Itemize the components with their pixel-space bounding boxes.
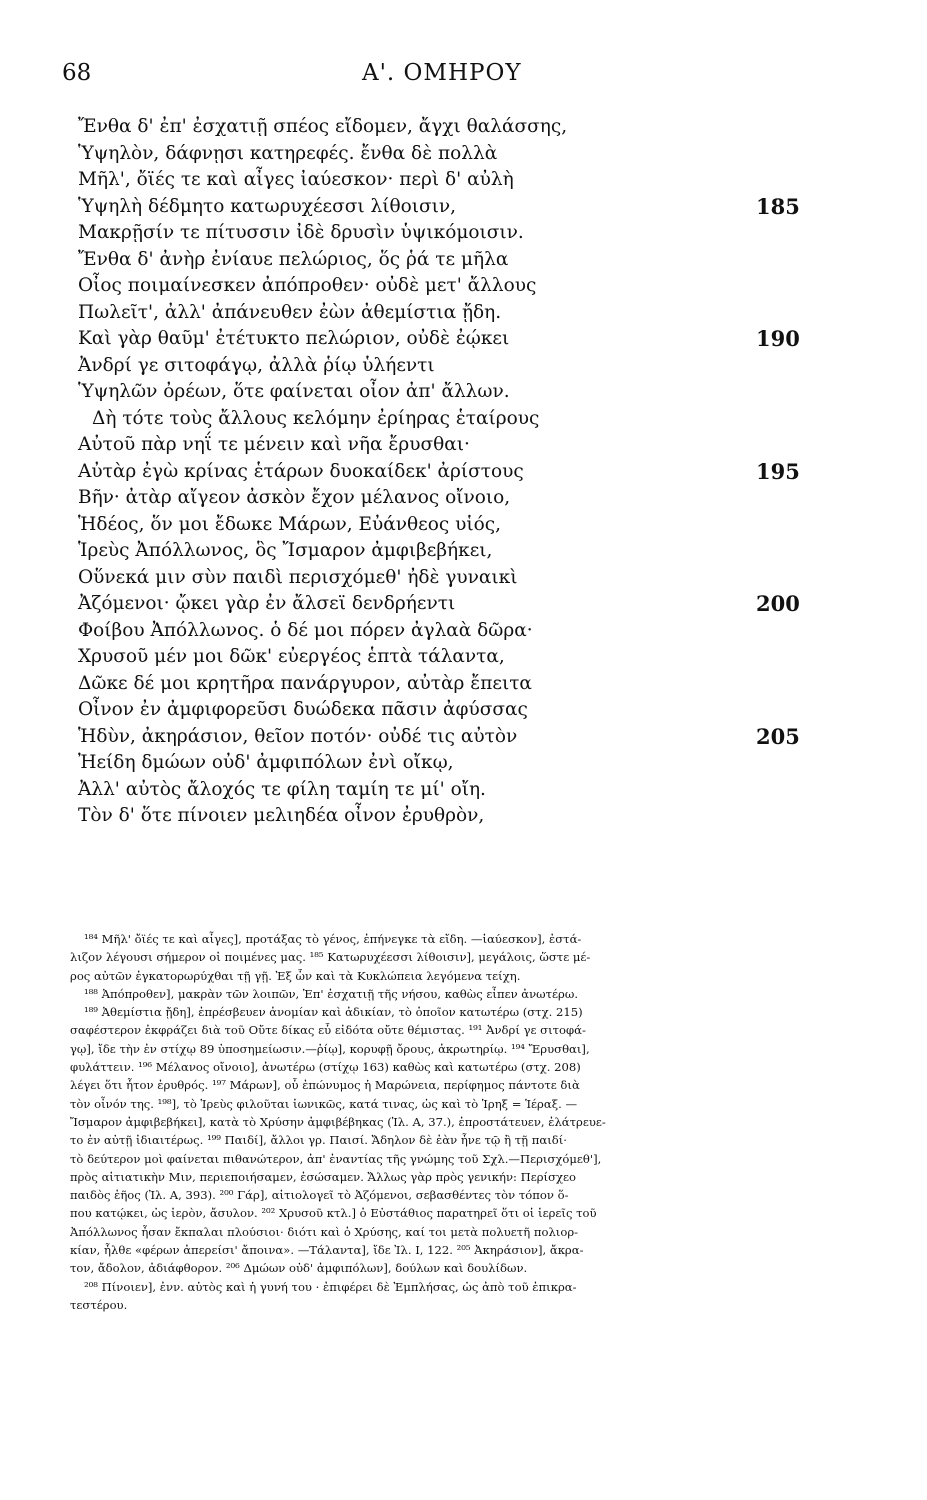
verse-text: Ἱρεὺς Ἀπόλλωνος, ὃς Ἴσμαρον ἀμφιβεβήκει, <box>78 540 493 561</box>
footnote-line: παιδὸς ἑῆος (Ἰλ. Α, 393). ²⁰⁰ Γάρ], αἰτιολογεῖ τὸ Ἀζόμενοι, σεβασθέντες τὸν τόπον ὅ- <box>70 1188 569 1203</box>
verse-line <box>78 353 838 380</box>
verse-line <box>78 379 838 406</box>
verse-line <box>78 485 838 512</box>
footnotes-block <box>70 930 840 1314</box>
verse-text: Αὐτοῦ πὰρ νηΐ τε μένειν καὶ νῆα ἔρυσθαι· <box>78 434 470 455</box>
footnote-line: ¹⁸⁹ Ἀθεμίστια ᾔδη], ἐπρέσβευεν ἀνομίαν καὶ ἀδικίαν, τὸ ὁποῖον κατωτέρω (στχ. 215) <box>84 1005 583 1020</box>
verse-line <box>78 697 838 724</box>
verse-text: Οἶνον ἐν ἀμφιφορεῦσι δυώδεκα πᾶσιν ἀφύσσας <box>78 699 528 720</box>
verse-text: Αὐτὰρ ἐγὼ κρίνας ἑτάρων δυοκαίδεκ' ἀρίστους <box>78 460 524 482</box>
verse-line <box>78 141 838 168</box>
verse-line <box>78 167 838 194</box>
line-number: 205 <box>756 723 800 749</box>
verse-line <box>78 538 838 565</box>
verse-line <box>78 591 838 618</box>
verse-line <box>78 300 838 327</box>
verse-line <box>78 459 838 486</box>
verse-text: Ὑψηλῶν ὀρέων, ὅτε φαίνεται οἶον ἀπ' ἄλλων. <box>78 381 510 402</box>
verse-line <box>78 803 838 830</box>
running-title: Α'. ΟΜΗΡΟΥ <box>362 60 522 86</box>
footnote-line: τεστέρου. <box>70 1297 128 1312</box>
verse-text: Μῆλ', ὄϊές τε καὶ αἶγες ἰαύεσκον· περὶ δ' αὐλὴ <box>78 169 514 190</box>
footnote-line: που κατῴκει, ὡς ἱερὸν, ἄσυλον. ²⁰² Χρυσοῦ κτλ.] ὁ Εὐστάθιος παρατηρεῖ ὅτι οἱ ἱερεῖς τοῦ <box>70 1206 597 1221</box>
verse-text: Δὴ τότε τοὺς ἄλλους κελόμην ἐρίηρας ἑταίρους <box>92 407 540 429</box>
verse-text: Δῶκε δέ μοι κρητῆρα πανάργυρον, αὐτὰρ ἔπειτα <box>78 672 532 694</box>
verse-text: Τὸν δ' ὅτε πίνοιεν μελιηδέα οἶνον ἐρυθρὸν, <box>78 805 485 826</box>
verse-text: Χρυσοῦ μέν μοι δῶκ' εὐεργέος ἑπτὰ τάλαντα, <box>78 646 505 667</box>
footnote-line: ²⁰⁸ Πίνοιεν], ἐνν. αὐτὸς καὶ ἡ γυνή του · ἐπιφέρει δὲ Ἐμπλήσας, ὡς ἀπὸ τοῦ ἐπικρα- <box>84 1279 577 1294</box>
verse-line <box>78 326 838 353</box>
footnote-line: το ἐν αὐτῇ ἰδιαιτέρως. ¹⁹⁹ Παιδί], ἄλλοι γρ. Παισί. Ἄδηλον δὲ ἐὰν ἦνε τῷ ἢ τῇ παιδί· <box>70 1133 567 1148</box>
line-number: 195 <box>756 458 800 484</box>
verse-text: Βῆν· ἀτὰρ αἴγεον ἀσκὸν ἔχον μέλανος οἴνοιο, <box>78 487 511 508</box>
verse-text: Φοίβου Ἀπόλλωνος. ὁ δέ μοι πόρεν ἀγλαὰ δῶρα· <box>78 619 533 641</box>
verse-text: Ἀνδρί γε σιτοφάγῳ, ἀλλὰ ῥίῳ ὑλήεντι <box>78 354 435 376</box>
verse-text: Ἀλλ' αὐτὸς ἄλοχός τε φίλη ταμίη τε μί' οἴη. <box>78 778 486 800</box>
footnote-line: ρος αὐτῶν ἐγκατορωρύχθαι τῇ γῇ. Ἐξ ὧν καὶ τὰ Κυκλώπεια λεγόμενα τείχη. <box>70 968 521 983</box>
footnote-line: λέγει ὅτι ἦτον ἐρυθρός. ¹⁹⁷ Μάρων], οὗ ἐπώνυμος ἡ Μαρώνεια, περίφημος πάντοτε διὰ <box>70 1078 580 1093</box>
footnote-line: ¹⁸⁴ Μῆλ' ὄϊές τε καὶ αἶγες], προτάξας τὸ γένος, ἐπήνεγκε τὰ εἴδη. —ἰαύεσκον], ἐστά- <box>84 932 582 946</box>
verse-text: Ὑψηλὴ δέδμητο κατωρυχέεσσι λίθοισιν, <box>78 195 457 217</box>
verse-text: Ἔνθα δ' ἀνὴρ ἐνίαυε πελώριος, ὅς ῥά τε μῆλα <box>78 248 509 270</box>
verse-line <box>78 618 838 645</box>
page-number: 68 <box>62 60 92 86</box>
verse-text: Ὑψηλὸν, δάφνῃσι κατηρεφές. ἔνθα δὲ πολλὰ <box>78 142 498 164</box>
verse-text: Οἶος ποιμαίνεσκεν ἀπόπροθεν· οὐδὲ μετ' ἄλλους <box>78 275 537 296</box>
footnote-line: τὸν οἶνόν της. ¹⁹⁸], τὸ Ἱρεὺς φιλοῦται ἰωνικῶς, κατά τινας, ὡς καὶ τὸ Ἱρηξ = Ἱέραξ. — <box>70 1096 578 1111</box>
verse-text: Καὶ γὰρ θαῦμ' ἐτέτυκτο πελώριον, οὐδὲ ἐῴκει <box>78 328 510 349</box>
verse-text: Ἔνθα δ' ἐπ' ἐσχατιῇ σπέος εἴδομεν, ἄγχι θαλάσσης, <box>78 116 568 137</box>
line-number: 200 <box>756 591 800 616</box>
verse-line <box>78 273 838 300</box>
verse-line <box>78 644 838 671</box>
verse-line <box>78 777 838 804</box>
line-number: 185 <box>756 193 800 219</box>
verse-line <box>78 565 838 592</box>
verse-text: Ἡδὺν, ἀκηράσιον, θεῖον ποτόν· οὐδέ τις αὐτὸν <box>78 725 518 747</box>
verse-text: Ἡδέος, ὅν μοι ἔδωκε Μάρων, Εὐάνθεος υἱός, <box>78 513 501 535</box>
verse-line <box>78 220 838 247</box>
verse-line <box>78 512 838 539</box>
line-number: 190 <box>756 326 800 351</box>
verse-text: Ἀζόμενοι· ᾤκει γὰρ ἐν ἄλσεϊ δενδρήεντι <box>78 593 456 614</box>
footnote-line: ¹⁸⁸ Ἀπόπροθεν], μακρὰν τῶν λοιπῶν, Ἐπ' ἐσχατιῇ τῆς νήσου, καθὼς εἶπεν ἀνωτέρω. <box>84 986 579 1001</box>
verse-line <box>78 432 838 459</box>
footnote-line: πρὸς αἰτιατικὴν Μιν, περιεποιήσαμεν, ἐσώσαμεν. Ἄλλως γὰρ πρὸς γενικήν: Περίσχεο <box>70 1169 577 1184</box>
verse-block <box>78 114 838 830</box>
footnote-line: κίαν, ἦλθε «φέρων ἀπερείσι' ἄποινα». —Τάλαντα], ἴδε Ἰλ. Ι, 122. ²⁰⁵ Ἀκηράσιον], ἄκρα- <box>70 1243 584 1258</box>
verse-line <box>78 724 838 751</box>
footnote-line: λιζον λέγουσι σήμερον οἱ ποιμένες μας. ¹⁸⁵ Κατωρυχέεσσι λίθοισιν], μεγάλοις, ὥστε μέ- <box>70 950 591 965</box>
footnote-line: φυλάττειν. ¹⁹⁶ Μέλανος οἴνοιο], ἀνωτέρω (στίχῳ 163) καθὼς καὶ κατωτέρω (στχ. 208) <box>70 1060 581 1075</box>
verse-line <box>78 247 838 274</box>
footnote-line: γῳ], ἴδε τὴν ἐν στίχῳ 89 ὑποσημείωσιν.—ῥίῳ], κορυφῇ ὄρους, ἀκρωτηρίῳ. ¹⁹⁴ Ἔρυσθαι], <box>70 1041 590 1056</box>
verse-line <box>78 750 838 777</box>
verse-text: Μακρῇσίν τε πίτυσσιν ἰδὲ δρυσὶν ὑψικόμοισιν. <box>78 222 524 243</box>
verse-text: Ἠείδη δμώων οὐδ' ἀμφιπόλων ἐνὶ οἴκῳ, <box>78 752 454 773</box>
footnote-line: Ἴσμαρον ἀμφιβεβήκει], κατὰ τὸ Χρύσην ἀμφιβέβηκας (Ἰλ. Α, 37.), ἐπροστάτευεν, ἐλάτρευε- <box>70 1114 606 1129</box>
verse-line <box>78 406 838 433</box>
verse-line <box>78 194 838 221</box>
verse-text: Πωλεῖτ', ἀλλ' ἀπάνευθεν ἐὼν ἀθεμίστια ᾔδη. <box>78 301 502 323</box>
footnote-line: σαφέστερον ἐκφράζει διὰ τοῦ Οὔτε δίκας εὖ εἰδότα οὔτε θέμιστας. ¹⁹¹ Ἀνδρί γε σιτοφά- <box>70 1023 586 1038</box>
footnote-line: τὸ δεύτερον μοὶ φαίνεται πιθανώτερον, ἀπ' ἐναντίας τῆς γνώμης τοῦ Σχλ.—Περισχόμεθ'], <box>70 1151 602 1166</box>
verse-line <box>78 671 838 698</box>
footnote-line: Ἀπόλλωνος ἦσαν ἔκπαλαι πλούσιοι· διότι καὶ ὁ Χρύσης, καί τοι μετὰ πολυετῆ πολιορ- <box>70 1224 579 1239</box>
footnote-line: τον, ἄδολον, ἀδιάφθορον. ²⁰⁶ Δμώων οὐδ' ἀμφιπόλων], δούλων καὶ δουλίδων. <box>70 1261 528 1276</box>
verse-line <box>78 114 838 141</box>
verse-text: Οὕνεκά μιν σὺν παιδὶ περισχόμεθ' ἠδὲ γυναικὶ <box>78 566 518 588</box>
